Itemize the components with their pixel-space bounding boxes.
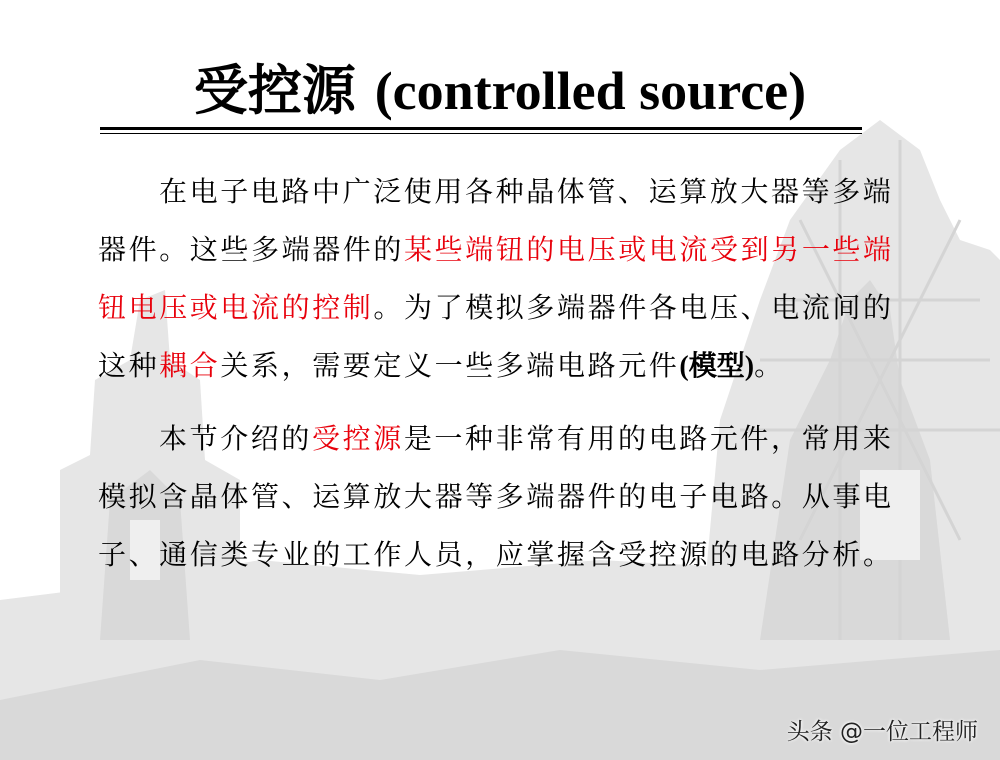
slide-title	[0, 58, 1000, 123]
para1-highlight-coupling: 耦合	[159, 349, 221, 382]
para2-text-2: 是一种非常有用的电路元件，常用来模拟含晶体管、运算放大器等多端器件的电子电路。从事电子、通信类专业的工作人员，应掌握含受控源的电路分析。	[98, 422, 894, 571]
para1-text-3: 关系，需要定义一些多端电路元件	[220, 349, 680, 382]
para1-text-1: 在电子电路中广泛使用各种晶体管、运算放大器等多端器件。这些多端器件的	[98, 175, 894, 266]
para2-text-1: 本节介绍的	[159, 422, 313, 455]
title-chinese: 受控源	[193, 58, 356, 122]
paragraph-multiterminal-devices	[98, 163, 916, 396]
title-english: (controlled source)	[374, 61, 807, 121]
watermark-credit: 头条 @一位工程师	[786, 719, 978, 745]
para1-highlight-control: 某些端钮的电压或电流受到另一些端钮电压或电流的控制	[98, 233, 894, 324]
para1-model-label: (模型)	[679, 351, 755, 382]
paragraph-controlled-source-intro	[98, 410, 916, 584]
para2-highlight-controlled-source: 受控源	[312, 422, 404, 455]
title-underline-thin	[100, 133, 862, 134]
para1-text-2: 。为了模拟多端器件各电压、电流间的这种	[98, 291, 894, 382]
para1-text-4: 。	[754, 349, 785, 382]
title-underline-thick	[100, 127, 862, 130]
